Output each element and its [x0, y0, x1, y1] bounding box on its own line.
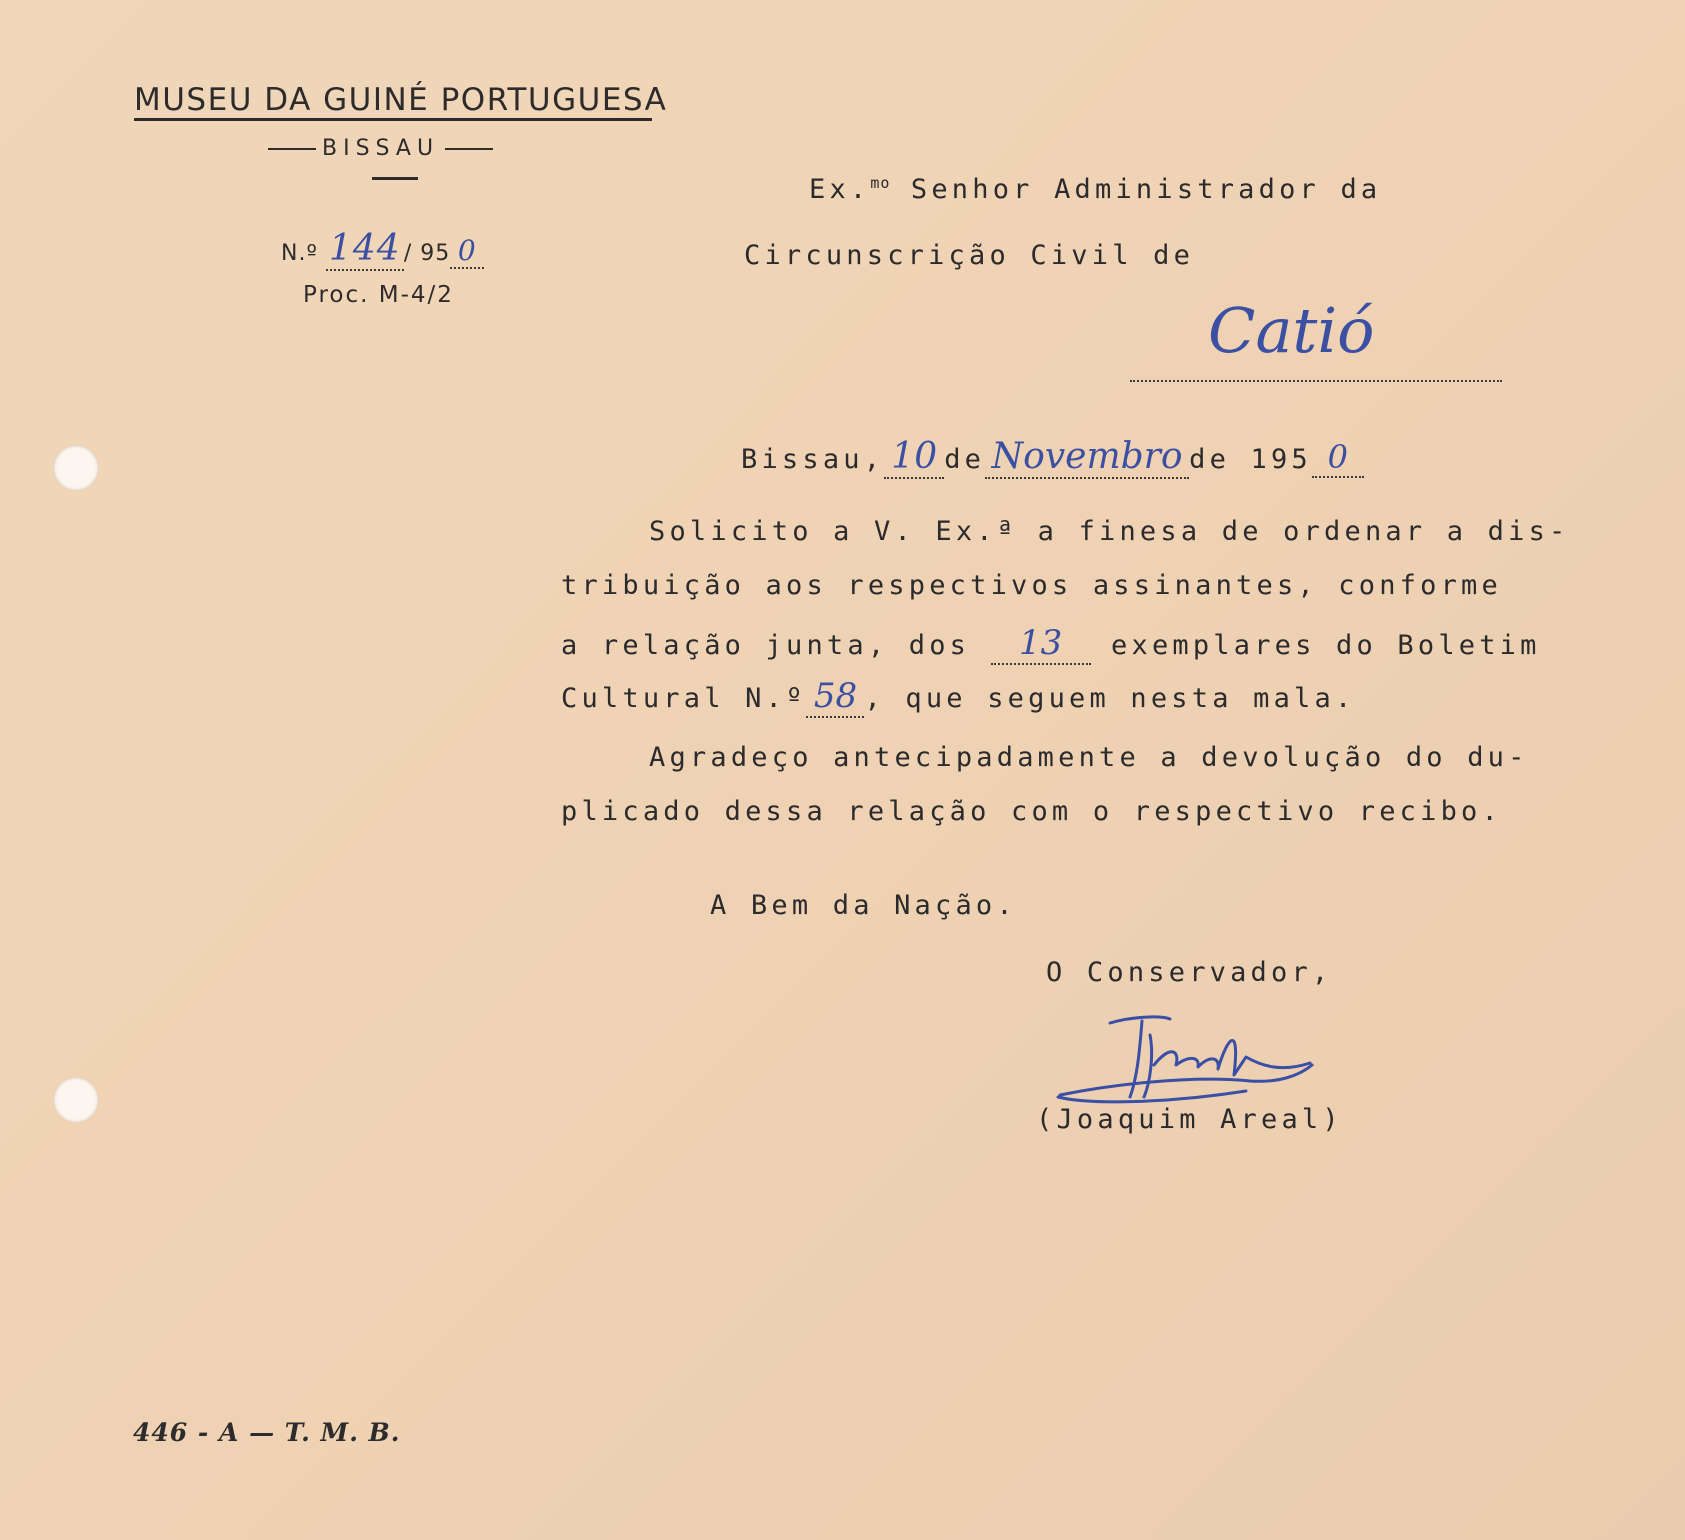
- salutation: A Bem da Nação.: [710, 890, 1017, 921]
- bulletin-number-handwritten: 58: [813, 676, 858, 716]
- institution-name: MUSEU DA GUINÉ PORTUGUESA: [134, 82, 668, 118]
- body-line-4: Cultural N.º 58 , que seguem nesta mala.: [561, 676, 1356, 716]
- printer-code: 446 - A — T. M. B.: [133, 1418, 401, 1447]
- title-underline: [134, 118, 652, 121]
- process-reference: Proc. M-4/2: [303, 282, 454, 308]
- year-handwritten: 0: [457, 234, 477, 267]
- body-line-3: a relação junta, dos 13 exemplares do Boletim: [561, 623, 1541, 663]
- reference-number: [281, 228, 484, 271]
- short-divider: [372, 177, 418, 180]
- day-handwritten: 10: [891, 436, 938, 477]
- year-handwritten-date: 0: [1327, 438, 1349, 476]
- punch-hole-bottom: [54, 1078, 98, 1122]
- number-handwritten: 144: [328, 228, 401, 269]
- signature-image: [1050, 1005, 1320, 1115]
- number-label: N.º: [281, 241, 318, 266]
- signatory-name: (Joaquim Areal): [1036, 1104, 1343, 1135]
- city-name: BISSAU: [322, 136, 440, 161]
- body-line-1: Solicito a V. Ex.ª a finesa de ordenar a dis-: [649, 516, 1570, 547]
- body-line-6: plicado dessa relação com o respectivo recibo.: [561, 796, 1502, 827]
- city-line: [262, 136, 499, 161]
- year-prefix: / 95: [403, 241, 451, 266]
- place-field: [1130, 294, 1502, 382]
- place-handwritten: Catió: [1208, 294, 1375, 367]
- date-line: Bissau, 10 de Novembro de 195 0: [741, 436, 1364, 479]
- recipient-line-2: Circunscrição Civil de: [744, 240, 1195, 271]
- recipient-line-1: Ex.$^{mo}$ Senhor Administrador da: [809, 174, 1382, 205]
- body-line-2: tribuição aos respectivos assinantes, conforme: [561, 570, 1502, 601]
- body-line-5: Agradeço antecipadamente a devolução do du-: [649, 742, 1529, 773]
- count-handwritten: 13: [1018, 623, 1063, 663]
- punch-hole-top: [54, 446, 98, 490]
- month-handwritten: Novembro: [991, 436, 1183, 477]
- signatory-role: O Conservador,: [1046, 957, 1333, 988]
